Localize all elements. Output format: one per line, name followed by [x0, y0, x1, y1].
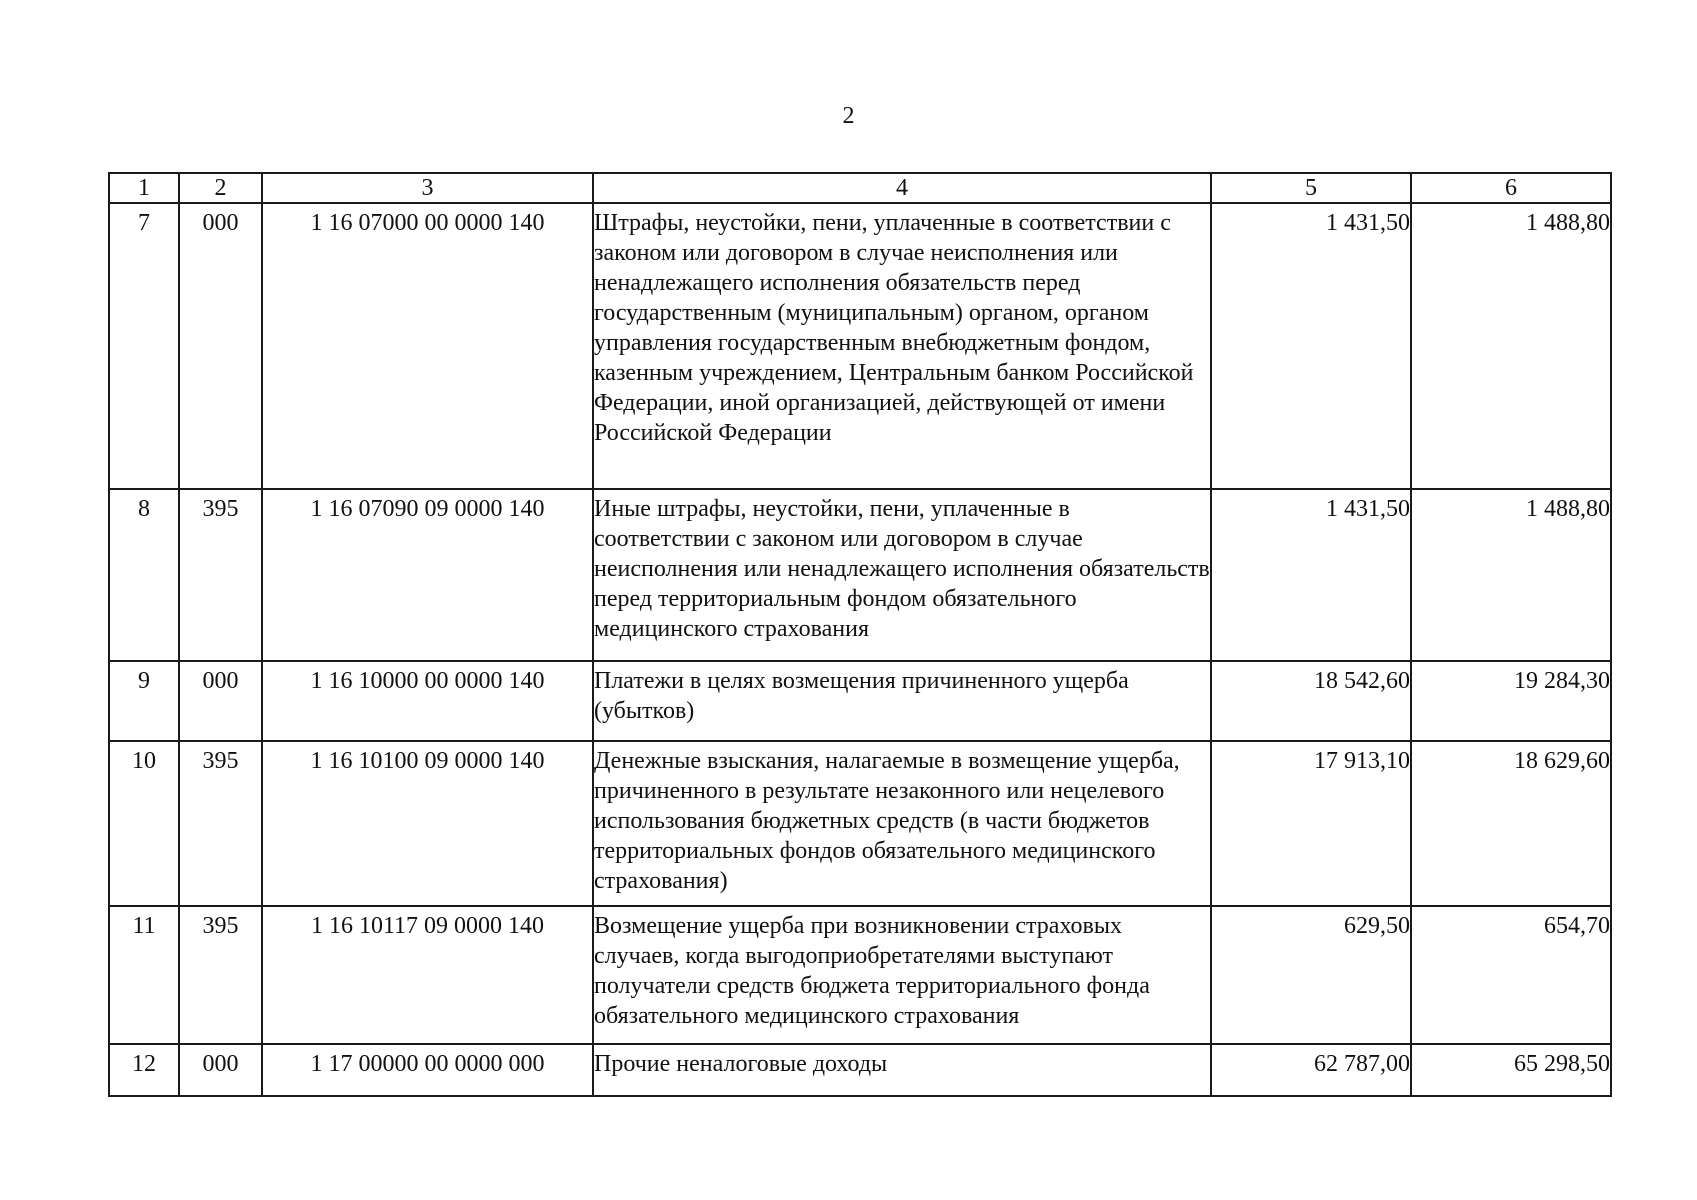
revenue-name: Платежи в целях возмещения причиненного ущерба (убытков)	[593, 661, 1211, 741]
page-number: 2	[842, 103, 855, 129]
row-number: 7	[109, 203, 179, 489]
column-header-6: 6	[1411, 173, 1611, 203]
row-number: 9	[109, 661, 179, 741]
amount-column-5: 62 787,00	[1211, 1044, 1411, 1096]
amount-column-5: 18 542,60	[1211, 661, 1411, 741]
amount-column-6: 1 488,80	[1411, 489, 1611, 661]
revenue-table	[108, 172, 1612, 1097]
admin-code: 395	[179, 489, 262, 661]
amount-column-6: 65 298,50	[1411, 1044, 1611, 1096]
table-row	[109, 906, 1611, 1044]
budget-code: 1 16 10100 09 0000 140	[262, 741, 593, 906]
column-header-1: 1	[109, 173, 179, 203]
revenue-name: Возмещение ущерба при возникновении страховых случаев, когда выгодоприобретателями выступают получатели средств бюджета территориального фонда обязательного медицинского страхования	[593, 906, 1211, 1044]
admin-code: 395	[179, 906, 262, 1044]
amount-column-5: 17 913,10	[1211, 741, 1411, 906]
table-row	[109, 1044, 1611, 1096]
header-row	[109, 173, 1611, 203]
amount-column-6: 19 284,30	[1411, 661, 1611, 741]
amount-column-5: 1 431,50	[1211, 203, 1411, 489]
budget-code: 1 16 10000 00 0000 140	[262, 661, 593, 741]
budget-code: 1 16 07090 09 0000 140	[262, 489, 593, 661]
budget-code: 1 16 10117 09 0000 140	[262, 906, 593, 1044]
amount-column-5: 1 431,50	[1211, 489, 1411, 661]
table-row	[109, 741, 1611, 906]
revenue-name: Денежные взыскания, налагаемые в возмещение ущерба, причиненного в результате незаконного или нецелевого использования бюджетных средств (в части бюджетов территориальных фондов обязательного медицинского страхования)	[593, 741, 1211, 906]
amount-column-6: 654,70	[1411, 906, 1611, 1044]
budget-code: 1 17 00000 00 0000 000	[262, 1044, 593, 1096]
row-number: 10	[109, 741, 179, 906]
column-header-3: 3	[262, 173, 593, 203]
row-number: 11	[109, 906, 179, 1044]
admin-code: 000	[179, 1044, 262, 1096]
admin-code: 395	[179, 741, 262, 906]
table-row	[109, 203, 1611, 489]
revenue-name: Штрафы, неустойки, пени, уплаченные в соответствии с законом или договором в случае неисполнения или ненадлежащего исполнения обязательств перед государственным (муниципальным) органом, органом управления государственным внебюджетным фондом, казенным учреждением, Центральным банком Российской Федерации, иной организацией, действующей от имени Российской Федерации	[593, 203, 1211, 489]
admin-code: 000	[179, 661, 262, 741]
row-number: 12	[109, 1044, 179, 1096]
amount-column-6: 18 629,60	[1411, 741, 1611, 906]
admin-code: 000	[179, 203, 262, 489]
amount-column-5: 629,50	[1211, 906, 1411, 1044]
table-row	[109, 661, 1611, 741]
revenue-name: Прочие неналоговые доходы	[593, 1044, 1211, 1096]
table-row	[109, 489, 1611, 661]
row-number: 8	[109, 489, 179, 661]
amount-column-6: 1 488,80	[1411, 203, 1611, 489]
budget-code: 1 16 07000 00 0000 140	[262, 203, 593, 489]
revenue-name: Иные штрафы, неустойки, пени, уплаченные в соответствии с законом или договором в случае неисполнения или ненадлежащего исполнения обязательств перед территориальным фондом обязательного медицинского страхования	[593, 489, 1211, 661]
column-header-2: 2	[179, 173, 262, 203]
column-header-4: 4	[593, 173, 1211, 203]
column-header-5: 5	[1211, 173, 1411, 203]
